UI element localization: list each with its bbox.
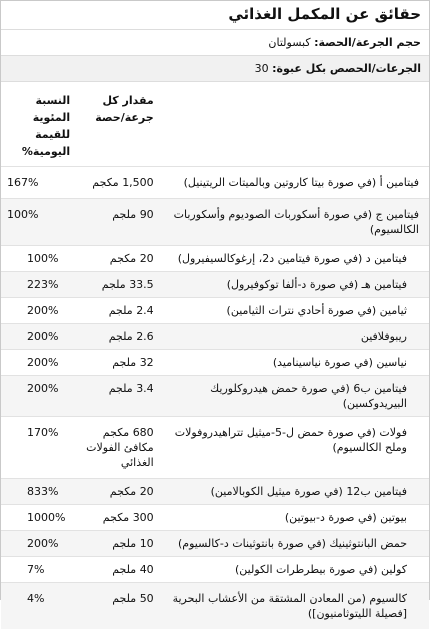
header-nutrient-blank <box>160 82 429 167</box>
nutrient-percent-dv: 833% <box>1 479 76 505</box>
nutrient-name: ثيامين (في صورة أحادي نترات الثيامين) <box>160 298 429 324</box>
nutrient-percent-dv: 223% <box>1 272 76 298</box>
nutrient-amount: 32 ملجم <box>76 350 160 376</box>
table-row <box>1 324 429 350</box>
nutrient-percent-dv: 167% <box>1 167 76 199</box>
nutrient-name: فيتامين د (في صورة فيتامين د2، إرغوكالسيفيرول) <box>160 246 429 272</box>
table-row <box>1 199 429 246</box>
table-row <box>1 298 429 324</box>
table-header-row <box>1 82 429 167</box>
table-row <box>1 531 429 557</box>
nutrient-name: فيتامين ج (في صورة أسكوربات الصوديوم وأسكوربات الكالسيوم) <box>160 199 429 246</box>
servings-per-container-label: الجرعات/الحصص بكل عبوة: <box>272 62 421 75</box>
nutrient-percent-dv: 100% <box>1 246 76 272</box>
nutrient-amount: 300 مكجم <box>76 505 160 531</box>
table-row <box>1 583 429 629</box>
nutrient-percent-dv: 200% <box>1 531 76 557</box>
nutrient-name: ريبوفلافين <box>160 324 429 350</box>
nutrient-percent-dv: 4% <box>1 583 76 629</box>
nutrient-percent-dv: 7% <box>1 557 76 583</box>
table-row <box>1 505 429 531</box>
serving-size-label: حجم الجرعة/الحصة: <box>314 36 421 49</box>
table-row <box>1 479 429 505</box>
nutrient-name: فيتامين أ (في صورة بيتا كاروتين وبالميتات الريتينيل) <box>160 167 429 199</box>
nutrient-name: فيتامين ب6 (في صورة حمض هيدروكلوريك البيريدوكسين) <box>160 376 429 417</box>
nutrient-amount: 2.4 ملجم <box>76 298 160 324</box>
table-row <box>1 376 429 417</box>
nutrient-amount: 50 ملجم <box>76 583 160 629</box>
nutrient-amount: 20 مكجم <box>76 479 160 505</box>
serving-size-value: كبسولتان <box>268 36 310 49</box>
nutrient-percent-dv: 200% <box>1 376 76 417</box>
table-row <box>1 167 429 199</box>
nutrient-name: حمض البانتوثينيك (في صورة بانتوثينات د-كالسيوم) <box>160 531 429 557</box>
nutrient-amount: 40 ملجم <box>76 557 160 583</box>
table-row <box>1 272 429 298</box>
nutrient-name: بيوتين (في صورة د-بيوتين) <box>160 505 429 531</box>
nutrient-amount: 90 ملجم <box>76 199 160 246</box>
nutrient-percent-dv: 200% <box>1 298 76 324</box>
table-row <box>1 417 429 479</box>
nutrient-amount: 680 مكجم مكافئ الفولات الغذائي <box>76 417 160 479</box>
nutrient-amount: 3.4 ملجم <box>76 376 160 417</box>
nutrient-percent-dv: 200% <box>1 324 76 350</box>
nutrient-name: نياسين (في صورة نياسيناميد) <box>160 350 429 376</box>
nutrient-name: فيتامين هـ (في صورة د-ألفا توكوفيرول) <box>160 272 429 298</box>
nutrient-name: فولات (في صورة حمض ل-5-ميثيل تتراهيدروفولات وملح الكالسيوم) <box>160 417 429 479</box>
nutrients-table <box>1 82 429 629</box>
nutrient-amount: 20 مكجم <box>76 246 160 272</box>
nutrient-amount: 33.5 ملجم <box>76 272 160 298</box>
header-amount: مقدار كل جرعة/حصة <box>76 82 160 167</box>
nutrient-name: كالسيوم (من المعادن المشتقة من الأعشاب البحرية [فصيلة الليتوثامنيون]) <box>160 583 429 629</box>
nutrient-amount: 1,500 مكجم <box>76 167 160 199</box>
table-row <box>1 246 429 272</box>
nutrient-name: كولين (في صورة بيطرطرات الكولين) <box>160 557 429 583</box>
nutrient-percent-dv: 100% <box>1 199 76 246</box>
nutrient-amount: 2.6 ملجم <box>76 324 160 350</box>
table-row <box>1 350 429 376</box>
nutrient-percent-dv: 200% <box>1 350 76 376</box>
nutrient-percent-dv: 1000% <box>1 505 76 531</box>
nutrient-name: فيتامين ب12 (في صورة ميثيل الكوبالامين) <box>160 479 429 505</box>
serving-size-line <box>1 30 429 56</box>
nutrient-percent-dv: 170% <box>1 417 76 479</box>
table-row <box>1 557 429 583</box>
panel-title: حقائق عن المكمل الغذائي <box>1 1 429 30</box>
nutrient-amount: 10 ملجم <box>76 531 160 557</box>
header-percent-dv: النسبة المئوية للقيمة اليومية% <box>1 82 76 167</box>
servings-per-container-value: 30 <box>255 62 269 75</box>
servings-per-container-line <box>1 56 429 82</box>
